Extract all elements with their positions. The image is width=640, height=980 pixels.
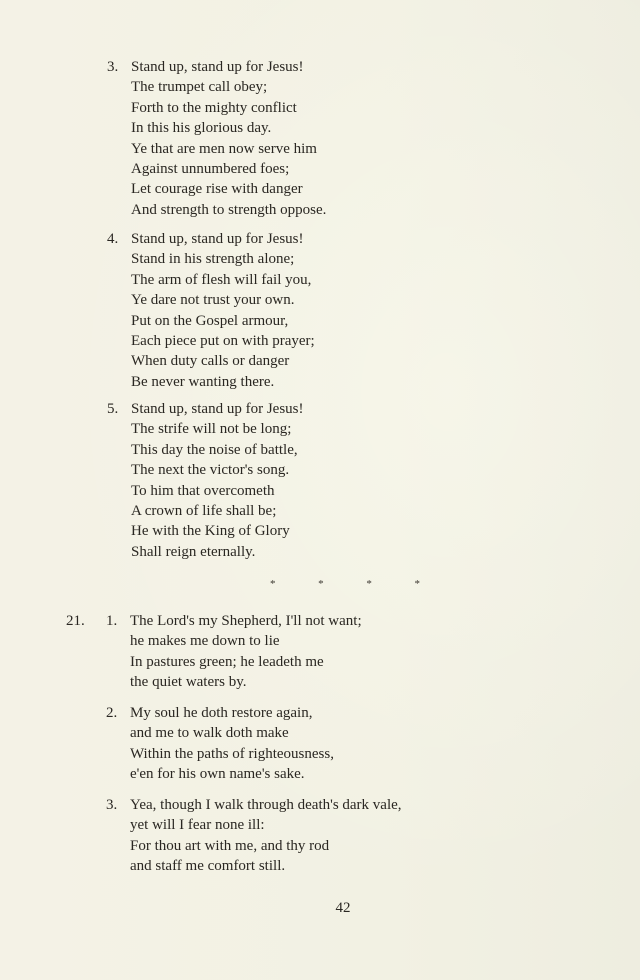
verse-line: Against unnumbered foes; — [131, 161, 290, 178]
verse-lines — [130, 611, 362, 693]
verse-line: Shall reign eternally. — [131, 543, 256, 560]
verse-line: A crown of life shall be; — [131, 503, 277, 520]
separator-star: * — [366, 578, 372, 590]
verse-line: and staff me comfort still. — [130, 858, 286, 875]
verse-line: When duty calls or danger — [131, 353, 290, 370]
verse-number: 5. — [107, 401, 119, 417]
verse-line: The trumpet call obey; — [131, 79, 268, 96]
verse-line: He with the King of Glory — [131, 523, 290, 540]
verse-number: 4. — [107, 231, 119, 247]
verse-line: This day the noise of battle, — [131, 441, 298, 458]
verse-line: And strength to strength oppose. — [131, 201, 327, 218]
verse-line: My soul he doth restore again, — [130, 705, 313, 721]
verse-number: 1. — [106, 613, 118, 629]
verse-line: yet will I fear none ill: — [130, 817, 265, 834]
separator-star: * — [414, 578, 420, 590]
verse-line: In pastures green; he leadeth me — [130, 653, 324, 670]
verse-line: The Lord's my Shepherd, I'll not want; — [130, 613, 362, 629]
verse-line: and me to walk doth make — [130, 725, 289, 742]
verse-line: The strife will not be long; — [131, 421, 292, 438]
separator-star: * — [318, 578, 324, 590]
verse-line: Ye dare not trust your own. — [131, 292, 295, 309]
verse-line: Forth to the mighty conflict — [131, 99, 297, 116]
verse-line: To him that overcometh — [131, 482, 275, 499]
verse-line: the quiet waters by. — [130, 674, 247, 691]
verse-lines — [131, 399, 304, 562]
verse-lines — [130, 703, 334, 785]
verse-line: Ye that are men now serve him — [131, 140, 317, 157]
verse-line: The arm of flesh will fail you, — [131, 271, 312, 288]
verse-line: Stand up, stand up for Jesus! — [131, 59, 304, 75]
verse-number: 3. — [107, 59, 119, 75]
verse-line: Put on the Gospel armour, — [131, 312, 289, 329]
verse-line: e'en for his own name's sake. — [130, 766, 305, 783]
verse-number: 3. — [106, 797, 118, 813]
verse-line: Stand in his strength alone; — [131, 251, 295, 268]
page-number: 42 — [335, 900, 351, 916]
verse-lines — [130, 795, 402, 877]
verse-line: For thou art with me, and thy rod — [130, 837, 330, 854]
verse-line: In this his glorious day. — [131, 120, 272, 137]
verse-line: Be never wanting there. — [131, 373, 275, 390]
separator-star: * — [270, 578, 276, 590]
verse-line: Let courage rise with danger — [131, 181, 303, 198]
verse-line: Stand up, stand up for Jesus! — [131, 401, 304, 417]
verse-line: Stand up, stand up for Jesus! — [131, 231, 304, 247]
section-separator — [270, 578, 420, 590]
verse-line: The next the victor's song. — [131, 462, 290, 479]
verse-line: Within the paths of righteousness, — [130, 745, 334, 762]
verse-line: Each piece put on with prayer; — [131, 333, 315, 350]
verse-number: 2. — [106, 705, 118, 721]
verse-line: he makes me down to lie — [130, 633, 280, 650]
verse-line: Yea, though I walk through death's dark vale, — [130, 797, 402, 813]
hymn-number: 21. — [66, 613, 85, 629]
verse-lines — [131, 57, 326, 220]
verse-lines — [131, 229, 315, 392]
